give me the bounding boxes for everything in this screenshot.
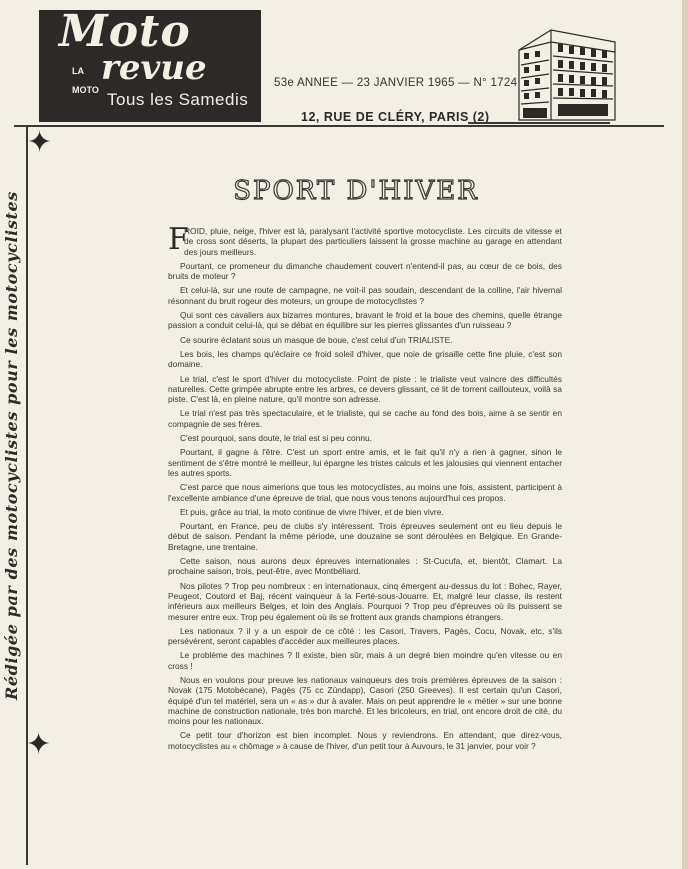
logo-moto-small: MOTO — [72, 85, 99, 95]
article-paragraph: Les nationaux ? il y a un espoir de ce côté : les Casori, Travers, Pagès, Cocu, Novak, etc, s'ils persévèrent, seront capables d'accéder aux meilleures places. — [168, 625, 562, 647]
address: 12, RUE DE CLÉRY, PARIS (2) — [301, 110, 490, 124]
address-rule — [468, 122, 610, 124]
article-paragraph: Et puis, grâce au trial, la moto continue de vivre l'hiver, et de bien vivre. — [180, 506, 444, 517]
logo-subtitle: revue — [101, 48, 207, 88]
top-rule — [14, 125, 664, 127]
article-paragraph: Qui sont ces cavaliers aux bizarres montures, bravant le froid et la boue des chemins, quelle étrange passion a conduit celui-là, qui se débat en équilibre sur les pierres glissantes d'un ruisseau ? — [168, 310, 562, 331]
article-paragraph: Ce sourire éclatant sous un masque de boue, c'est celui d'un TRIALISTE. — [180, 334, 453, 345]
vertical-slogan: Rédigée par des motocyclistes pour les motocyclistes — [2, 191, 21, 700]
building-illustration — [511, 20, 621, 128]
article-paragraph: Pourtant, ce promeneur du dimanche chaudement couvert n'entend-il pas, au cœur de ce bois, des bruits de moteur ? — [168, 260, 562, 282]
article-paragraph: Pourtant, il gagne à l'être. C'est un sport entre amis, et le fait qu'il n'y a rien à gagner, sinon le sentiment de s'être montré le meilleur, lui épargne les tristes calculs et les jalousies qui viennent entacher les autres sports. — [168, 447, 562, 478]
article-paragraph: Nous en voulons pour preuve les nationaux vainqueurs des trois premières épreuves de la saison : Novak (175 Motobécane), Pagès (75 cc Zündapp), Casori (250 Greeves). Il est certain qu'un Casori, équipé d'un tel matériel, sera un « as » dur à avaler. Mais on peut apprendre le « métier » sur une bonne machine de construction nationale, très bon marché. Et les bricoleurs, en trial, ont encore droit de cité, du moins pour les nationaux. — [168, 674, 562, 727]
drop-cap: F — [168, 222, 189, 257]
article-body — [168, 222, 562, 755]
article-paragraph: Les bois, les champs qu'éclaire ce froid soleil d'hiver, que noie de grisaille cette fine pluie, c'est son domaine. — [168, 348, 562, 370]
article-title: SPORT D'HIVER — [233, 176, 479, 206]
article-paragraph: Le trial, c'est le sport d'hiver du motocycliste. Point de piste : le trialiste veut vaincre des difficultés naturelles. Cette grimpée abrupte entre les arbres, ce devers glissant, ce lit de torrent caillouteux, voilà sa piste. C'est là, en pleine nature, qu'il montre son adresse. — [168, 373, 562, 405]
article-paragraph: Pourtant, en France, peu de clubs s'y intéressent. Trois épreuves seulement ont eu lieu depuis le début de saison. Pendant la même période, une douzaine se sont déroulées en Belgique. En Grande-Bretagne, une trentaine. — [168, 521, 562, 552]
paragraph-text: ROID, pluie, neige, l'hiver est là, paralysant l'activité sportive motocycliste. Les circuits de vitesse et de cross sont déserts, la plupart des particuliers laissent la grosse machine au garage en attendant des jours meilleurs. — [184, 226, 562, 257]
star-ornament-bottom: ✦ — [26, 727, 52, 762]
article-paragraph: C'est parce que nous aimerions que tous les motocyclistes, au moins une fois, assistent, participent à l'excellente ambiance d'une épreuve de trial, que nous vous tenons aujourd'hui ces propos. — [168, 482, 562, 503]
page-edge — [682, 0, 688, 869]
star-ornament-top: ✦ — [27, 125, 53, 160]
masthead-logo — [39, 6, 261, 122]
article-paragraph: Le problème des machines ? Il existe, bien sûr, mais à un degré bien moindre qu'en vitesse ou en cross ! — [168, 650, 562, 671]
logo-title: Moto — [59, 6, 191, 57]
article-paragraph: Et celui-là, sur une route de campagne, ne voit-il pas soudain, descendant de la colline, l'air hivernal résonnant du bruit rogeur des moteurs, un groupe de motocyclistes ? — [168, 285, 562, 306]
article-paragraph: Ce petit tour d'horizon est bien incomplet. Nous y reviendrons. En attendant, que direz-vous, motocyclistes au « chômage » à cause de l'hiver, d'un petit tour à Auvours, le 31 janvier, pour voir ? — [168, 730, 562, 751]
issue-line: 53e ANNEE — 23 JANVIER 1965 — N° 1724 — [274, 77, 518, 89]
article-paragraph: Le trial n'est pas très spectaculaire, et le trialiste, qui se cache au fond des bois, aime à se sentir en compagnie de ses frères. — [168, 408, 562, 429]
article-paragraph: Nos pilotes ? Trop peu nombreux : en internationaux, cinq émergent au-dessus du lot : Bohec, Rayer, Peugeot, Coutord et Baj, récent vainqueur à la Ferté-sous-Jouarre. Et, malgré leur classe, ils restent inférieurs aux meilleurs Belges, et loin des Anglais. Pourquoi ? Trop peu d'épreuves où ils puissent se mesurer entre eux. Trop peu également où ils se frottent aux grands champions étrangers. — [168, 580, 562, 622]
article-paragraph — [168, 222, 562, 257]
logo-tagline: Tous les Samedis — [107, 90, 249, 109]
logo-la: LA — [72, 66, 84, 76]
article-paragraph: Cette saison, nous aurons deux épreuves internationales : St-Cucufa, et, bientôt, Clamart. La prochaine saison, trois, peut-être, avec Montbéliard. — [168, 556, 562, 577]
article-paragraph: C'est pourquoi, sans doute, le trial est si peu connu. — [180, 433, 373, 444]
